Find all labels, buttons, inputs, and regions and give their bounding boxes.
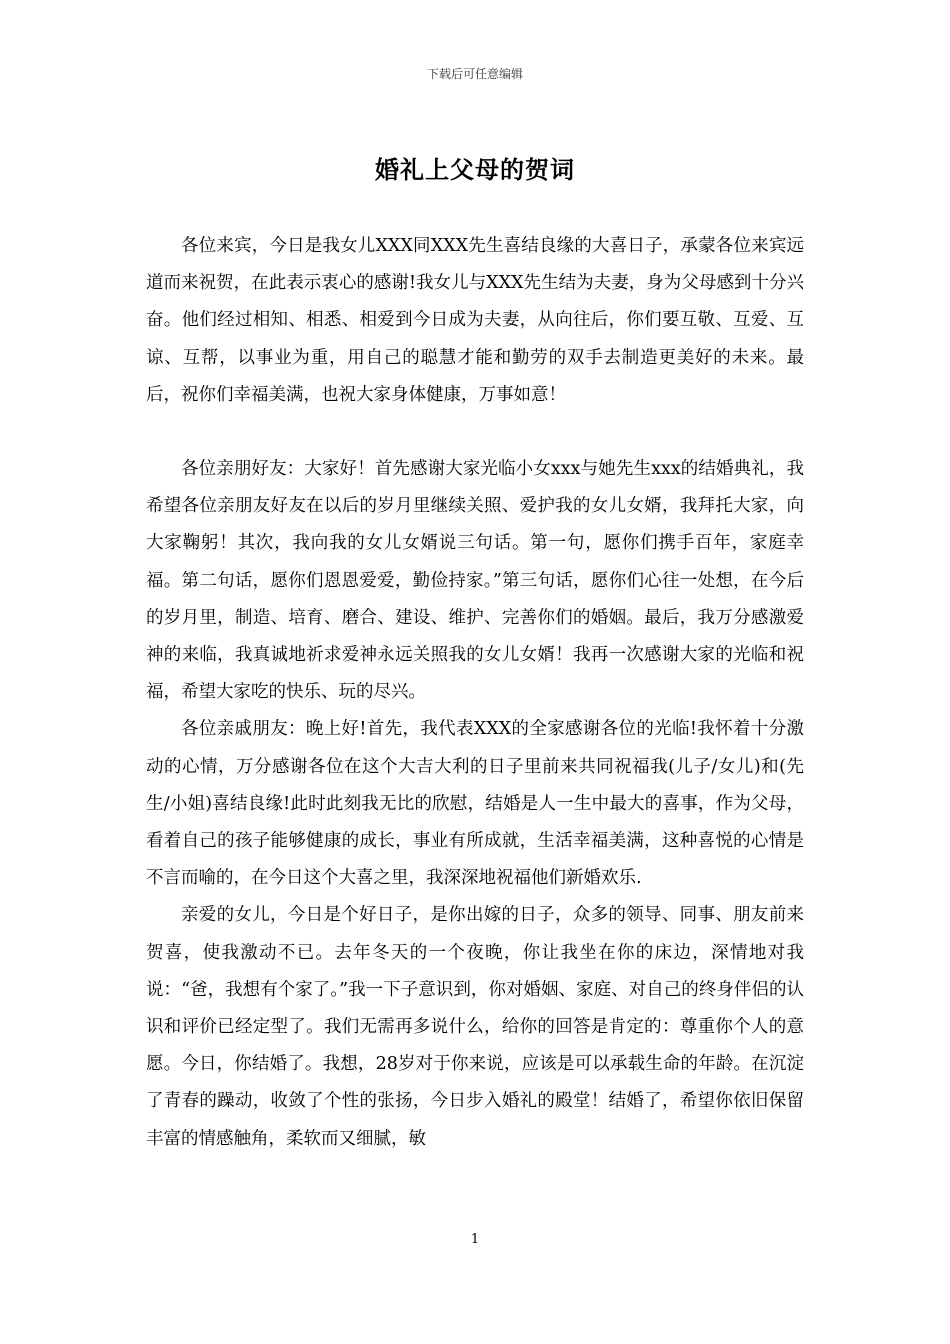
page-number: 1 [470, 1232, 480, 1247]
paragraph-3: 各位亲戚朋友：晚上好!首先，我代表XXX的全家感谢各位的光临!我怀着十分激动的心情，万分感谢各位在这个大吉大利的日子里前来共同祝福我(儿子/女儿)和(先生/小姐)喜结良缘!此时此刻我无比的欣慰，结婚是人一生中最大的喜事，作为父母，看着自己的孩子能够健康的成长，事业有所成就，生活幸福美满，这种喜悦的心情是不言而喻的，在今日这个大喜之里，我深深地祝福他们新婚欢乐. [146, 719, 804, 889]
paragraph-4: 亲爱的女儿，今日是个好日子，是你出嫁的日子，众多的领导、同事、朋友前来贺喜，使我激动不已。去年冬天的一个夜晚，你让我坐在你的床边，深情地对我说：“爸，我想有个家了。”我一下子意识到，你对婚姻、家庭、对自己的终身伴侣的认识和评价已经定型了。我们无需再多说什么，给你的回答是肯定的：尊重你个人的意愿。今日，你结婚了。我想，28岁对于你来说，应该是可以承载生命的年龄。在沉淀了青春的躁动，收敛了个性的张扬，今日步入婚礼的殿堂！结婚了，希望你依旧保留丰富的情感触角，柔软而又细腻，敏 [146, 905, 804, 1149]
paragraph-spacer [146, 414, 804, 451]
document-title: 婚礼上父母的贺词 [375, 155, 575, 184]
page-header-note: 下载后可任意编辑 [426, 67, 523, 81]
paragraph-2: 各位亲朋好友：大家好！首先感谢大家光临小女xxx与她先生xxx的结婚典礼，我希望各位亲朋友好友在以后的岁月里继续关照、爱护我的女儿女婿，我拜托大家，向大家鞠躬！其次，我向我的女儿女婿说三句话。第一句，愿你们携手百年，家庭幸福。第二句话，愿你们恩恩爱爱，勤俭持家。”第三句话，愿你们心往一处想，在今后的岁月里，制造、培育、磨合、建设、维护、完善你们的婚姻。最后，我万分感激爱神的来临，我真诚地祈求爱神永远关照我的女儿女婿！我再一次感谢大家的光临和祝福，希望大家吃的快乐、玩的尽兴。 [146, 459, 804, 703]
paragraph-1: 各位来宾，今日是我女儿XXX同XXX先生喜结良缘的大喜日子，承蒙各位来宾远道而来祝贺，在此表示衷心的感谢!我女儿与XXX先生结为夫妻，身为父母感到十分兴奋。他们经过相知、相悉、相爱到今日成为夫妻，从向往后，你们要互敬、互爱、互谅、互帮，以事业为重，用自己的聪慧才能和勤劳的双手去制造更美好的未来。最后，祝你们幸福美满，也祝大家身体健康，万事如意！ [146, 236, 804, 405]
document-body [146, 228, 804, 1158]
